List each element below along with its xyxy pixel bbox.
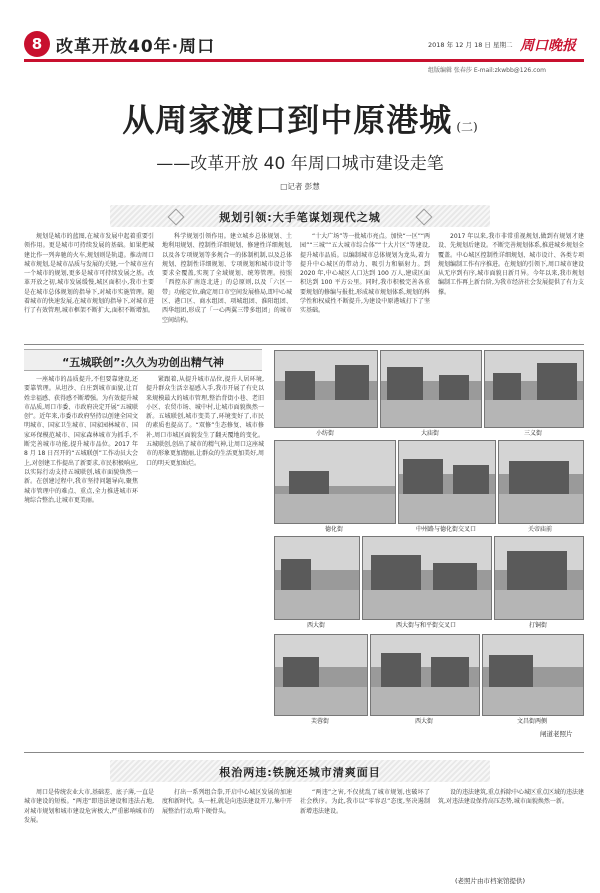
page-header: [0, 0, 600, 74]
old-photo: [274, 536, 360, 620]
section-heading-demolition: [110, 760, 490, 782]
photo-caption: 大庙街: [420, 430, 439, 437]
section-divider: [24, 344, 584, 345]
section-heading-text: 规划引领:大手笔谋划现代之城: [219, 211, 381, 224]
old-photo: [370, 634, 480, 716]
article-column: “两违”之害,不仅扰乱了城市规划,也破坏了社会秩序。为此,我市以“零容忍”态度,坚决遏制新增违法建设。: [300, 789, 430, 815]
old-photo: [380, 350, 482, 428]
photo-caption: 德化街: [324, 526, 343, 533]
section-heading-planning: [110, 205, 490, 227]
old-photo-grid: [272, 348, 584, 732]
photo-caption: 西大街: [414, 718, 433, 725]
article-subtitle: ——改革开放 40 年周口城市建设走笔: [156, 154, 444, 174]
photo-caption: 西大街: [306, 622, 325, 629]
issue-date: 2018 年 12 月 18 日 星期二: [428, 41, 513, 49]
article-title: [0, 95, 600, 141]
photo-caption: 西大街与和平街交叉口: [395, 622, 456, 629]
article-column: 周口是传统农业大市,基础差、底子薄,一直是城市建设的短板。“两违”即违法建设和违法占地,对城市规划和城市建设危害极大,严重影响城市的发展。: [24, 789, 154, 824]
photo-caption: 小纺街: [315, 430, 334, 437]
title-suffix: (二): [456, 120, 478, 134]
photo-caption: 芙蓉街: [310, 718, 329, 725]
photo-caption: 打铜街: [528, 622, 547, 629]
newspaper-logo: 周口晚报: [520, 38, 576, 54]
old-photo: [362, 536, 492, 620]
article-column: 科学规划引领作用。建立城乡总体规划、土地利用规划、控制性详细规划、修建性详细规划,以及各专项规划等多规合一的体制机制,以及总体规划、控制性详细规划、专项规划和城市设计等要求全覆盖,实现了全域规划、统筹管理。按照「西控东扩南连北进」的总原则,以及「六区一带」功能定位,确定周口市空间发展格局,即中心城区、港口区、商水组团、项城组团、淮阳组团、西华组团,形成了「一心两翼三带多组团」的城市空间结构。: [162, 233, 292, 324]
section-heading-five-cities: [24, 349, 262, 371]
article-column: 2017 年以来,我市非常重视规划,做到有规划才建设、先规划后建设。不断完善规划体系,推进城乡规划全覆盖。中心城区控制性详细规划、城市设计、各类专项规划编制工作有序推进。在规划的引领下,周口城市建设从无序到有序,城市面貌日新月异。今年以来,我市规划编制工作再上新台阶,为我市经济社会发展提供了有力支撑。: [438, 233, 584, 296]
old-photo: [274, 350, 378, 428]
article-column: “十大广场”等一批城市亮点。加快“一区”“两园”“三城”“五大城市综合体”“十大片区”等建设,提升城市品质。以编制城市总体规划为龙头,着力提升中心城区的带动力、吸引力和辐射力。到 2020 年,中心城区人口达到 100 万人,建成区面积达到 100 平方公里。同时,我市积极完善各重要规划的修编与报批,形成城市规划体系,规划的科学性和权威性不断提升,为建设中原港城打下了坚实基础。: [300, 233, 430, 315]
photo-credit: 闸道老照片: [540, 730, 573, 738]
article-column: 设的违法建筑,重点拆除中心城区重点区域的违法建筑,对违法建设保持高压态势,城市面貌焕然一新。: [438, 789, 584, 806]
old-photo: [494, 536, 584, 620]
old-photo: [482, 634, 584, 716]
bottom-credit: (老照片由市档案馆提供): [455, 877, 526, 885]
photo-caption: 关帝庙前: [527, 526, 552, 533]
article-column: 打出一系列组合拳,开启中心城区发展的加速度和新时代。头一桩,就是向违法建设开刀,集中开展整治行动,啃下硬骨头。: [162, 789, 292, 815]
article-author: □记者 彭慧: [280, 182, 320, 191]
editor-info: 组版编辑 张春莎 E-mail:zkwbb@126.com: [428, 67, 546, 74]
section-divider: [24, 752, 584, 753]
header-divider: [24, 59, 584, 62]
photo-caption: 文昌街两侧: [516, 718, 547, 725]
section-heading-text: 根治两违:铁腕还城市清爽面目: [219, 766, 381, 779]
article-column: 紧跟着,从提升城市品位,提升人居环境,提升群众生活幸福感入手,我市开展了有史以来规模最大的城市管理,整治背街小巷、老旧小区、农贸市场、城中村,让城市面貌焕然一新。五城联创,城市变美了,环境变好了,市民的素质也提高了。“双修”生态修复、城市修补,周口市城区面貌发生了翻天覆地的变化。五城联创,创出了城市的精气神,让周口这座城市的形象更加靓丽,让群众的生活更加美好,周口的明天更加灿烂。: [146, 376, 264, 467]
photo-caption: 中州路与德化街交叉口: [415, 526, 476, 533]
old-photo: [274, 440, 396, 524]
article-column: 一座城市的品质提升,不但要靠建设,还要靠管理。从坦沙、白庄到城市面貌,让百姓幸福感、获得感不断增强。为有效提升城市品质,周口市委、市政府决定开展“五城联创”。近年来,市委市政府坚持以创建全国文明城市、国家卫生城市、国家园林城市、国家环保模范城市、国家森林城市为抓手,不断完善城市功能,提升城市品位。2017 年 8 月 18 日召开的“五城联创”工作动员大会上,对创建工作提出了新要求,市民积极响应,以实际行动支持五城联创,城市面貌焕然一新。在创建过程中,我市坚持问题导向,聚焦城市管理中的难点、重点,全力推进城市环境综合整治,让城市更美丽。: [24, 376, 138, 504]
section-heading-text: “五城联创”:久久为功创出精气神: [62, 356, 224, 369]
section-title: 改革开放40年·周口: [56, 37, 216, 57]
old-photo: [398, 440, 496, 524]
title-main: 从周家渡口到中原港城: [122, 101, 453, 139]
old-photo: [484, 350, 584, 428]
old-photo: [274, 634, 368, 716]
page-number-badge: 8: [24, 31, 50, 57]
article-column: 规划是城市的蓝图,在城市发展中起着重要引领作用。更是城市可持续发展的基础。如果把城建比作一列奔驰的火车,规划则是轨道。推动周口城市规划,是城市品质与发展的关键,一个城市应有一个城市的规划,更多是城市可持续发展之基。改革开放之初,城市发展缓慢,城区面积小,我市主要是在城市总体规划的指导下,对城市实施管理。随着城市的快速发展,在城市规划的指导下,对城市进行了有效管理,城市框架不断扩大,面积不断增加。: [24, 233, 154, 315]
old-photo: [498, 440, 584, 524]
photo-caption: 三义街: [523, 430, 542, 437]
